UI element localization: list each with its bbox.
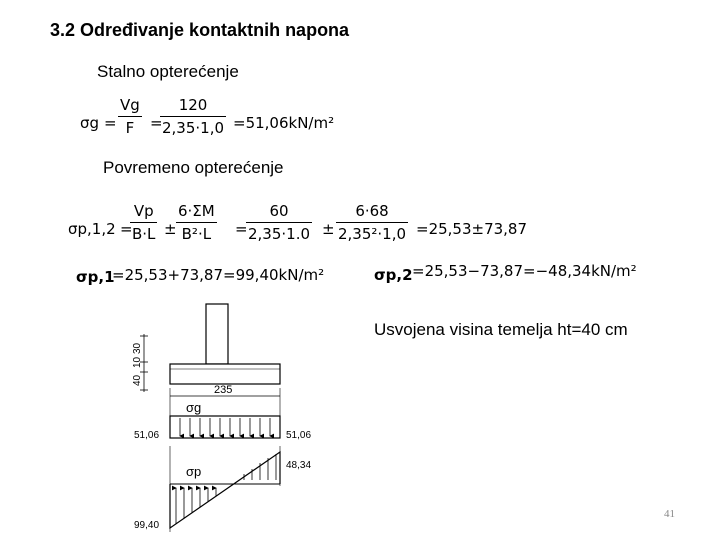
eq-p-frac2-num: 6·ΣM (178, 202, 215, 220)
section-heading-permanent: Stalno opterećenje (97, 62, 239, 81)
eq-p-plusminus-1: ± (164, 220, 177, 238)
eq-p-frac1-num: Vp (133, 202, 154, 220)
eq-p-result: =25,53±73,87 (416, 220, 528, 238)
eq-p-equals-1: = (120, 220, 133, 238)
footing-outline (170, 364, 280, 384)
sigma-p-label: σp (186, 464, 202, 479)
eq-p-equals-2: = (235, 220, 248, 238)
section-heading-variable: Povremeno opterećenje (103, 158, 284, 177)
eq-g-fraction-2 (160, 96, 226, 137)
eq-p-lhs: σp,1,2 (68, 220, 116, 238)
sigma-g-right-value: 51,06 (286, 430, 312, 441)
eq-g-frac2-num: 120 (178, 96, 208, 114)
sigma-p-left-value: 99,40 (134, 520, 160, 531)
column-outline (206, 304, 228, 364)
sigma-p-right-value: 48,34 (286, 460, 312, 471)
eq-p2-lhs: σp,2 (374, 266, 413, 284)
eq-p-frac3-den: 2,35·1.0 (246, 222, 312, 243)
eq-g-fraction-1 (118, 96, 142, 137)
page-number: 41 (664, 508, 675, 520)
eq-p-frac2-den: B²·L (176, 222, 217, 243)
eq-p-fraction-1 (130, 202, 157, 243)
width-label: 235 (214, 384, 233, 396)
adopted-foundation-height: Usvojena visina temelja ht=40 cm (374, 320, 628, 339)
dim-label-40: 40 (132, 374, 143, 386)
eq-g-equals-1: = (104, 114, 117, 132)
eq-p2-rhs: =25,53−73,87=−48,34kN/m² (412, 262, 637, 280)
eq-p-plusminus-2: ± (322, 220, 335, 238)
page-title: 3.2 Određivanje kontaktnih napona (50, 20, 350, 40)
contact-stress-diagram (110, 296, 330, 536)
eq-p-frac1-den: B·L (130, 222, 157, 243)
eq-p1-rhs: =25,53+73,87=99,40kN/m² (112, 266, 325, 284)
eq-p-fraction-4 (336, 202, 408, 243)
dim-label-10: 10 (132, 356, 143, 368)
eq-g-lhs: σg (80, 114, 100, 132)
eq-p-frac3-num: 60 (269, 202, 289, 220)
eq-p-frac4-den: 2,35²·1,0 (336, 222, 408, 243)
dim-label-30: 30 (132, 342, 143, 354)
eq-g-equals-2: = (150, 114, 163, 132)
eq-g-frac2-den: 2,35·1,0 (160, 116, 226, 137)
sigma-g-arrows (180, 418, 270, 436)
sigma-g-label: σg (186, 400, 202, 415)
eq-g-frac1-den: F (118, 116, 142, 137)
eq-p-fraction-3 (246, 202, 312, 243)
eq-p-frac4-num: 6·68 (355, 202, 389, 220)
sigma-g-left-value: 51,06 (134, 430, 160, 441)
eq-p-fraction-2 (176, 202, 217, 243)
eq-p1-lhs: σp,1 (76, 268, 115, 286)
sigma-g-stress-block (170, 416, 280, 438)
eq-g-frac1-num: Vg (120, 96, 140, 114)
eq-g-result: =51,06kN/m² (233, 114, 335, 132)
